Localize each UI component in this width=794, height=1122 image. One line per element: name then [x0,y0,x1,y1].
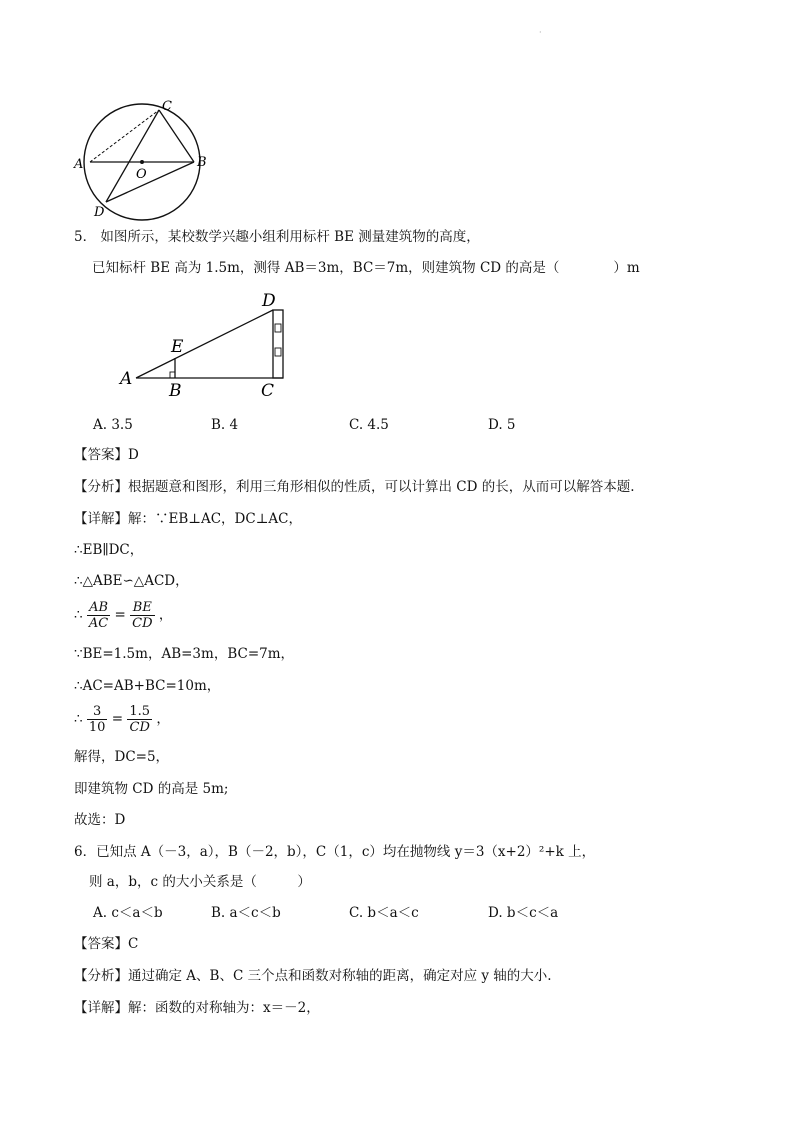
q5-line1: 5． 如图所示，某校数学兴趣小组利用标杆 BE 测量建筑物的高度， [74,229,480,245]
q5-step-3 [74,600,172,631]
triangle-figure [116,288,296,403]
q5-line2: 已知标杆 BE 高为 1.5m，测得 AB＝3m，BC＝7m，则建筑物 CD 的高是（ ）m [92,260,640,276]
q6-option-d: D. b＜c＜a [488,905,559,921]
q6-line2: 则 a，b，c 的大小关系是（ ） [89,874,311,890]
fraction-be-cd [130,600,154,631]
label-e: E [171,337,184,357]
window-2 [275,348,281,356]
q5-step-9: 故选：D [74,812,126,828]
label-o: O [136,167,147,182]
line-ad [136,310,273,378]
comma: ， [156,711,170,727]
fraction-ab-ac [87,600,110,631]
numerator: 3 [87,704,108,720]
denominator: AC [88,616,109,631]
numerator: BE [130,600,154,616]
center-dot [140,160,144,164]
building [273,310,283,378]
chord-cb [159,110,194,162]
window-1 [275,324,281,332]
label-d: D [262,291,276,311]
q5-step-1: ∴EB∥DC， [74,542,144,558]
q5-option-a: A. 3.5 [93,417,133,433]
equals-sign: = [114,607,126,623]
label-a: A [120,369,133,389]
numerator: AB [87,600,110,616]
denominator: CD [132,616,153,631]
label-c: C [162,99,172,114]
right-angle-mark [170,372,175,378]
denominator: CD [129,720,150,735]
chord-db [106,162,194,202]
denominator: 10 [88,720,106,735]
label-b: B [169,381,182,401]
q5-step-8: 即建筑物 CD 的高是 5m; [74,781,229,797]
q5-answer: 【答案】D [74,447,139,463]
q6-option-c: C. b＜a＜c [349,905,419,921]
dashed-ac [90,110,159,162]
q6-answer: 【答案】C [74,936,139,952]
q6-detail: 【详解】解：函数的对称轴为：x＝－2， [74,1000,320,1016]
label-d: D [94,205,105,220]
q5-option-c: C. 4.5 [349,417,389,433]
q5-step-4: ∵BE=1.5m，AB=3m，BC=7m， [74,646,295,662]
q5-step-5: ∴AC=AB+BC=10m， [74,678,221,694]
label-c: C [261,381,275,401]
fraction-3-10 [87,704,108,735]
circle-figure [66,94,216,224]
q6-option-a: A. c＜a＜b [93,905,163,921]
chord-cd [106,110,159,202]
q6-analysis: 【分析】通过确定 A、B、C 三个点和函数对称轴的距离，确定对应 y 轴的大小. [74,968,552,984]
top-mark: · [539,28,542,37]
q5-option-d: D. 5 [488,417,516,433]
therefore-sign: ∴ [74,607,83,623]
label-b: B [197,155,207,170]
q5-option-b: B. 4 [211,417,239,433]
numerator: 1.5 [129,704,151,719]
equals-sign: = [111,711,124,727]
q6-option-b: B. a＜c＜b [211,905,281,921]
therefore-sign: ∴ [74,711,83,727]
q5-step-7: 解得，DC=5， [74,749,170,765]
label-a: A [74,157,84,172]
q6-line1: 6．已知点 A（－3，a），B（－2，b），C（1，c）均在抛物线 y＝3（x+2）²+k 上， [74,844,596,860]
q5-step-2: ∴△ABE∽△ACD， [74,573,189,589]
comma: ， [158,607,173,623]
q5-step-6 [74,704,170,735]
q5-analysis: 【分析】根据题意和图形，利用三角形相似的性质，可以计算出 CD 的长，从而可以解答本题. [74,479,635,495]
q5-detail: 【详解】解：∵EB⊥AC，DC⊥AC， [74,511,302,527]
fraction-15-cd [127,704,152,735]
